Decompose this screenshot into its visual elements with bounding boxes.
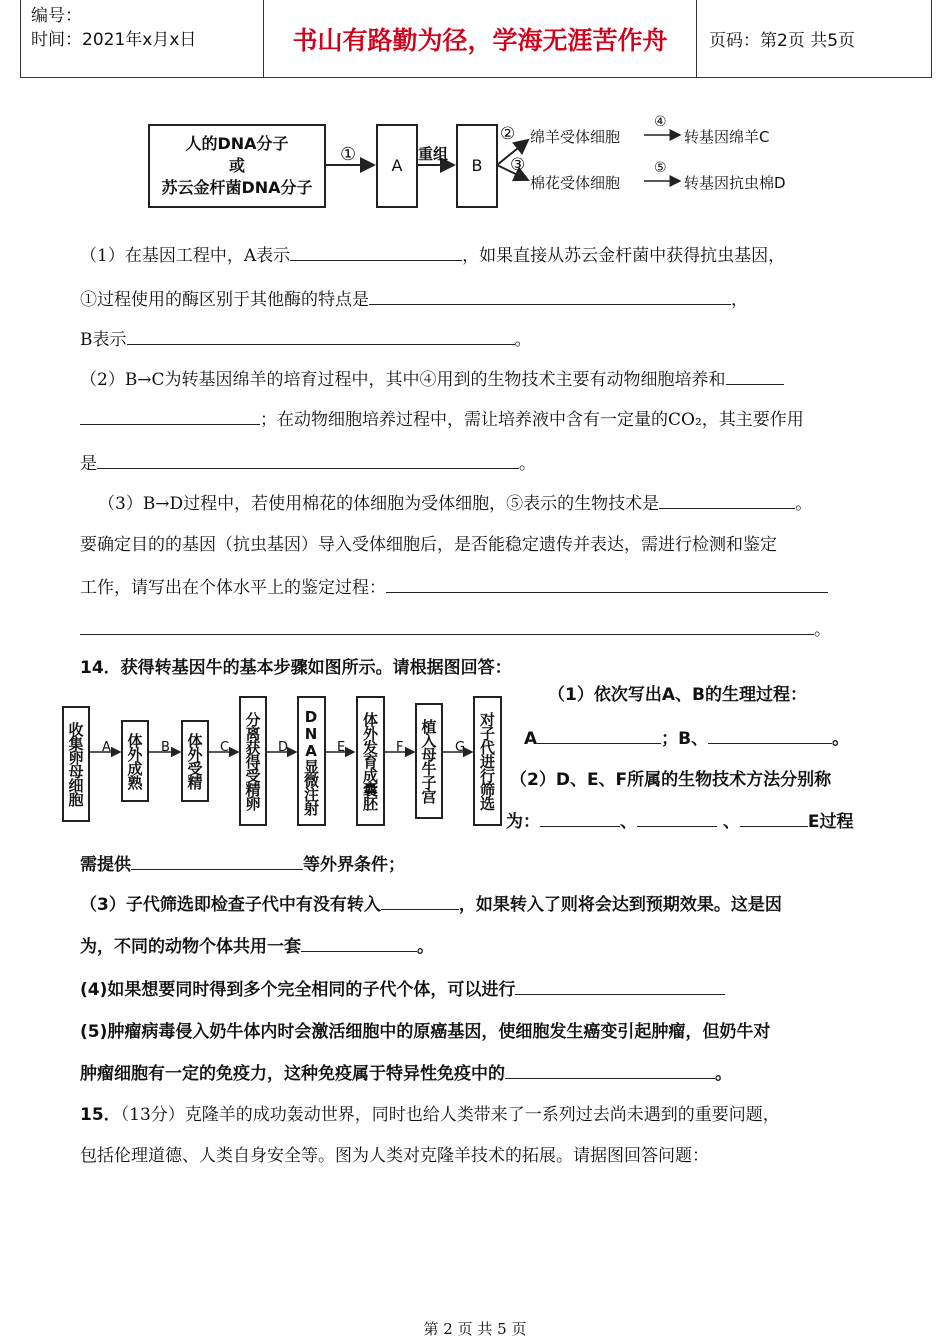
q13-line-3: B表示 。 [80, 330, 532, 350]
answer-blank[interactable] [637, 810, 717, 827]
date-label: 时间：2021年x月x日 [31, 30, 197, 50]
step-5-label: ⑤ [654, 160, 667, 176]
result-d-label: 转基因抗虫棉D [684, 174, 786, 192]
q14-sub-1: （1）依次写出A、B的生理过程： [548, 685, 807, 705]
q13-line-4: （2）B→C为转基因绵羊的培育过程中，其中④用到的生物技术主要有动物细胞培养和 [80, 365, 784, 390]
header-motto: 书山有路勤为径，学海无涯苦作舟 [264, 0, 697, 77]
q14-sub-3-cont: 为，不同的动物个体共用一套 。 [80, 937, 434, 957]
q13-line-5: ；在动物细胞培养过程中，需让培养液中含有一定量的CO₂，其主要作用 [80, 405, 804, 430]
answer-blank[interactable] [131, 853, 303, 870]
step-box-2: 体外成熟 [121, 720, 149, 802]
step-4-label: ④ [654, 114, 667, 130]
q14-sub-4: (4)如果想要同时得到多个完全相同的子代个体，可以进行 [80, 975, 725, 1000]
q14-sub-3: （3）子代筛选即检查子代中有没有转入 ，如果转入了则将会达到预期效果。这是因 [80, 895, 782, 915]
step-label-e: E [337, 740, 346, 755]
step-box-3: 体外受精 [181, 720, 209, 802]
answer-blank[interactable] [381, 893, 459, 910]
answer-blank[interactable] [537, 727, 661, 744]
q14-sub-5: (5)肿瘤病毒侵入奶牛体内时会激活细胞中的原癌基因，使细胞发生癌变引起肿瘤，但奶牛对 [80, 1022, 771, 1042]
q14-sub-1-answers: A ；B、 。 [524, 729, 850, 749]
q14-sub-2-answers: 为： 、 、 E过程 [506, 812, 854, 832]
answer-blank[interactable] [301, 935, 417, 952]
step-label-c: C [220, 740, 230, 755]
step-2-label: ② [500, 124, 516, 144]
q13-line-9: 工作，请写出在个体水平上的鉴定过程： [80, 573, 828, 598]
step-box-8: 对子代进行筛选 [473, 696, 502, 826]
step-3-label: ③ [510, 155, 526, 175]
answer-blank[interactable] [740, 810, 808, 827]
answer-blank[interactable] [369, 288, 731, 305]
q14-title: 14．获得转基因牛的基本步骤如图所示。请根据图回答： [80, 658, 512, 678]
q13-line-6: 是 。 [80, 454, 536, 474]
answer-blank[interactable] [540, 810, 620, 827]
q15-line-2: 包括伦理道德、人类自身安全等。图为人类对克隆羊技术的拓展。请据图回答问题： [80, 1146, 709, 1166]
q13-line-1: （1）在基因工程中，A表示 ，如果直接从苏云金杆菌中获得抗虫基因， [80, 246, 786, 266]
recombine-label: 重组 [418, 145, 449, 163]
box-b: B [456, 124, 498, 208]
answer-blank[interactable] [726, 368, 784, 385]
answer-blank[interactable] [290, 244, 462, 261]
dna-source-box [148, 124, 326, 208]
box-a: A [376, 124, 418, 208]
source-line-2: 或 [228, 156, 245, 175]
step-label-d: D [278, 740, 289, 755]
number-label: 编号： [31, 6, 82, 26]
step-box-7: 植入母牛子宫 [415, 703, 443, 819]
q13-line-2: ①过程使用的酶区别于其他酶的特点是 ， [80, 290, 748, 310]
step-box-4: 分离获得受精卵 [239, 696, 267, 826]
step-label-g: G [455, 740, 466, 755]
answer-blank[interactable] [708, 727, 832, 744]
q14-sub-2: （2）D、E、F所属的生物技术方法分别称 [510, 770, 832, 790]
q14-sub-5-cont: 肿瘤细胞有一定的免疫力，这种免疫属于特异性免疫中的 。 [80, 1064, 732, 1084]
step-label-f: F [396, 740, 404, 755]
q15-line-1: 15．（13分）克隆羊的成功轰动世界，同时也给人类带来了一系列过去尚未遇到的重要问题， [80, 1105, 780, 1125]
step-box-6: 体外发育成囊胚 [356, 696, 385, 826]
step-label-a: A [102, 740, 111, 755]
result-c-label: 转基因绵羊C [684, 128, 770, 146]
answer-blank[interactable] [80, 618, 814, 635]
cotton-receptor-label: 棉花受体细胞 [530, 174, 621, 192]
answer-blank[interactable] [386, 576, 828, 593]
step-1-label: ① [340, 144, 357, 165]
source-line-3: 苏云金杆菌DNA分子 [161, 178, 313, 197]
answer-blank[interactable] [80, 408, 260, 425]
step-box-1: 收集卵母细胞 [62, 706, 90, 822]
q13-line-8: 要确定目的的基因（抗虫基因）导入受体细胞后，是否能稳定遗传并表达，需进行检测和鉴定 [80, 535, 777, 555]
q14-sub-2-cont: 需提供 等外界条件； [80, 855, 405, 875]
page-footer: 第 2 页 共 5 页 [423, 1320, 527, 1338]
step-box-5: DNA显微注射 [297, 696, 326, 826]
q13-line-7: （3）B→D过程中，若使用棉花的体细胞为受体细胞，⑤表示的生物技术是 。 [98, 494, 813, 514]
source-line-1: 人的DNA分子 [185, 134, 289, 153]
answer-blank[interactable] [127, 328, 515, 345]
step-label-b: B [161, 740, 170, 755]
answer-blank[interactable] [97, 452, 519, 469]
answer-blank[interactable] [659, 492, 795, 509]
answer-blank[interactable] [515, 978, 725, 995]
answer-blank[interactable] [505, 1062, 715, 1079]
sheep-receptor-label: 绵羊受体细胞 [530, 128, 621, 146]
header-page: 页码：第2页 共5页 [709, 31, 856, 51]
q13-line-10: 。 [80, 615, 831, 640]
